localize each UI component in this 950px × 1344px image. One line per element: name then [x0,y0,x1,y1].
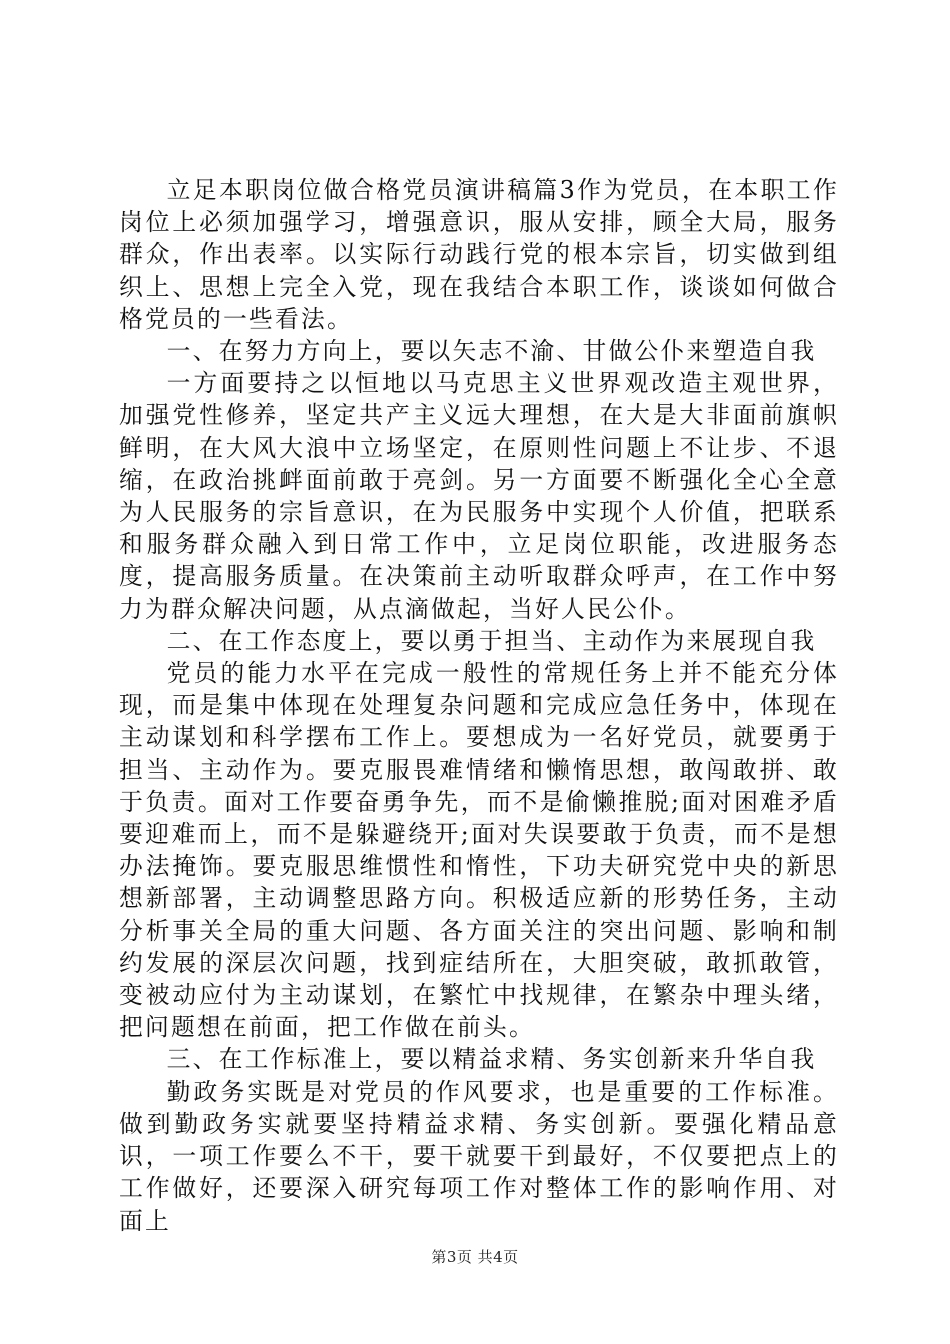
document-body [119,174,839,1237]
section-heading-1: 一、在努力方向上，要以矢志不渝、甘做公仆来塑造自我 [166,337,817,366]
section-heading-2: 二、在工作态度上，要以勇于担当、主动作为来展现自我 [166,626,817,655]
paragraph-section-1: 一方面要持之以恒地以马克思主义世界观改造主观世界，加强党性修养，坚定共产主义远大理想，在大是大非面前旗帜鲜明，在大风大浪中立场坚定，在原则性问题上不让步、不退缩，在政治挑衅面前敢于亮剑。另一方面要不断强化全心全意为人民服务的宗旨意识，在为民服务中实现个人价值，把联系和服务群众融入到日常工作中，立足岗位职能，改进服务态度，提高服务质量。在决策前主动听取群众呼声，在工作中努力为群众解决问题，从点滴做起，当好人民公仆。 [119,369,839,623]
paragraph-section-3: 勤政务实既是对党员的作风要求，也是重要的工作标准。做到勤政务实就要坚持精益求精、务实创新。要强化精品意识，一项工作要么不干，要干就要干到最好，不仅要把点上的工作做好，还要深入研究每项工作对整体工作的影响作用、对面上 [119,1077,839,1235]
paragraph-section-2: 党员的能力水平在完成一般性的常规任务上并不能充分体现，而是集中体现在处理复杂问题和完成应急任务中，体现在主动谋划和科学摆布工作上。要想成为一名好党员，就要勇于担当、主动作为。要克服畏难情绪和懒惰思想，敢闯敢拼、敢于负责。面对工作要奋勇争先，而不是偷懒推脱;面对困难矛盾要迎难而上，而不是躲避绕开;面对失误要敢于负责，而不是想办法掩饰。要克服思维惯性和惰性，下功夫研究党中央的新思想新部署，主动调整思路方向。积极适应新的形势任务，主动分析事关全局的重大问题、各方面关注的突出问题、影响和制约发展的深层次问题，找到症结所在，大胆突破，敢抓敢管，变被动应付为主动谋划，在繁忙中找规律，在繁杂中理头绪，把问题想在前面，把工作做在前头。 [119,659,839,1042]
paragraph-intro: 立足本职岗位做合格党员演讲稿篇3作为党员，在本职工作岗位上必须加强学习，增强意识，服从安排，顾全大局，服务群众，作出表率。以实际行动践行党的根本宗旨，切实做到组织上、思想上完全入党，现在我结合本职工作，谈谈如何做合格党员的一些看法。 [119,176,839,333]
page-number-footer: 第3页 共4页 [431,1248,519,1266]
section-heading-3: 三、在工作标准上，要以精益求精、务实创新来升华自我 [166,1045,817,1074]
